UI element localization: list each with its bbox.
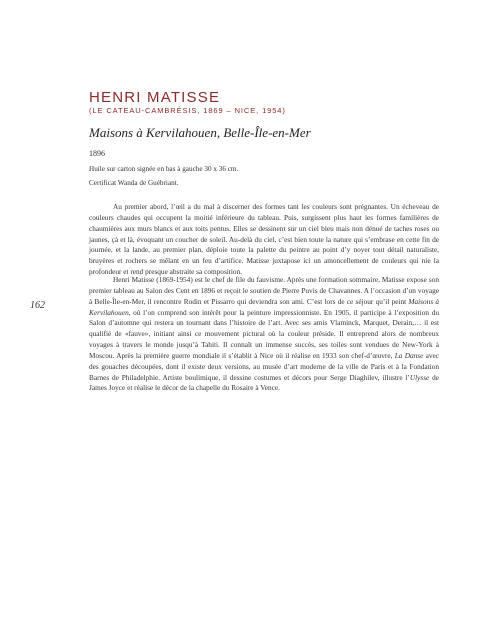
artwork-certificate: Certificat Wanda de Guébriant. [89, 179, 179, 187]
biography-text: de James Joyce et réalise le décor de la chapelle du Rosaire à Vence. [89, 372, 439, 393]
artwork-medium: Huile sur carton signée en bas à gauche 30 x 36 cm. [89, 165, 239, 173]
artist-dates: (LE CATEAU-CAMBRÉSIS, 1869 – NICE, 1954) [89, 106, 286, 115]
artwork-year: 1896 [89, 149, 105, 158]
page-number: 162 [30, 300, 45, 311]
biography-text: , où l’on comprend son intérêt pour la peinture impressionniste. En 1905, il participe à l’exposition du Salon d’automne qui restera un tournant dans l’histoire de l’art. Avec ses amis Vlaminck, Marquet, Derain,… il est qualifié de «fauve», initiant ainsi ce mouvement pictural où la couleur préside. Il entreprend alors de nombreux voyages à travers le monde jusqu’à Tahiti. Il connaît un immense succès, ses toiles sont vendues de New-York à Moscou. Après la première guerre mondiale il s’établit à Nice où il réalise en 1933 son chef-d’œuvre, [89, 307, 439, 360]
artwork-title: Maisons à Kervilahouen, Belle-Île-en-Mer [89, 125, 311, 140]
book-title-reference: Ulysse [409, 372, 430, 382]
description-paragraph: Au premier abord, l’œil a du mal à discerner des formes tant les couleurs sont prégnantes. Un écheveau de couleurs chaudes qui occupent la moitié inférieure du tableau. Puis, surgissent plus haut les formes familières de chaumières aux murs blancs et aux toits pentus. Elles se dessinent sur un ciel bleu mais non dénué de taches roses ou jaunes, çà et là, évoquant un coucher de soleil. Au-delà du ciel, c’est bien toute la nature qui s’embrase en cette fin de journée, et la lande, au premier plan, déploie toute la palette du peintre au point d’y noyer tout détail naturaliste, bruyères et rochers se mêlant en un feu d’artifice. Matisse juxtapose ici un amoncellement de couleurs qui nie la profondeur et rend presque abstraite sa composition. [89, 202, 439, 277]
artist-name: HENRI MATISSE [89, 89, 221, 106]
artwork-title-reference: Maisons à Kervilahouen [89, 296, 439, 317]
biography-text: Henri Matisse (1869-1954) est le chef de file du fauvisme. Après une formation sommaire, Matisse expose son premier tableau au Salon des Cent en 1896 et reçoit le soutien de Pierre Puvis de Chavannes. A l’occasion d’un voyage à Belle-Île-en-Mer, il rencontre Rodin et Pissarro qui deviendra son ami. C’est lors de ce séjour qu’il peint [89, 275, 439, 306]
biography-paragraph [89, 275, 439, 394]
biography-text: avec des gouaches découpées, dont il existe deux versions, au musée d’art moderne de la ville de Paris et à la Fondation Barnes de Philadelphie. Artiste boulimique, il dessine costumes et décors pour Serge Diaghilev, illustre l’ [89, 350, 439, 382]
artwork-title-reference: La Danse [394, 350, 424, 360]
